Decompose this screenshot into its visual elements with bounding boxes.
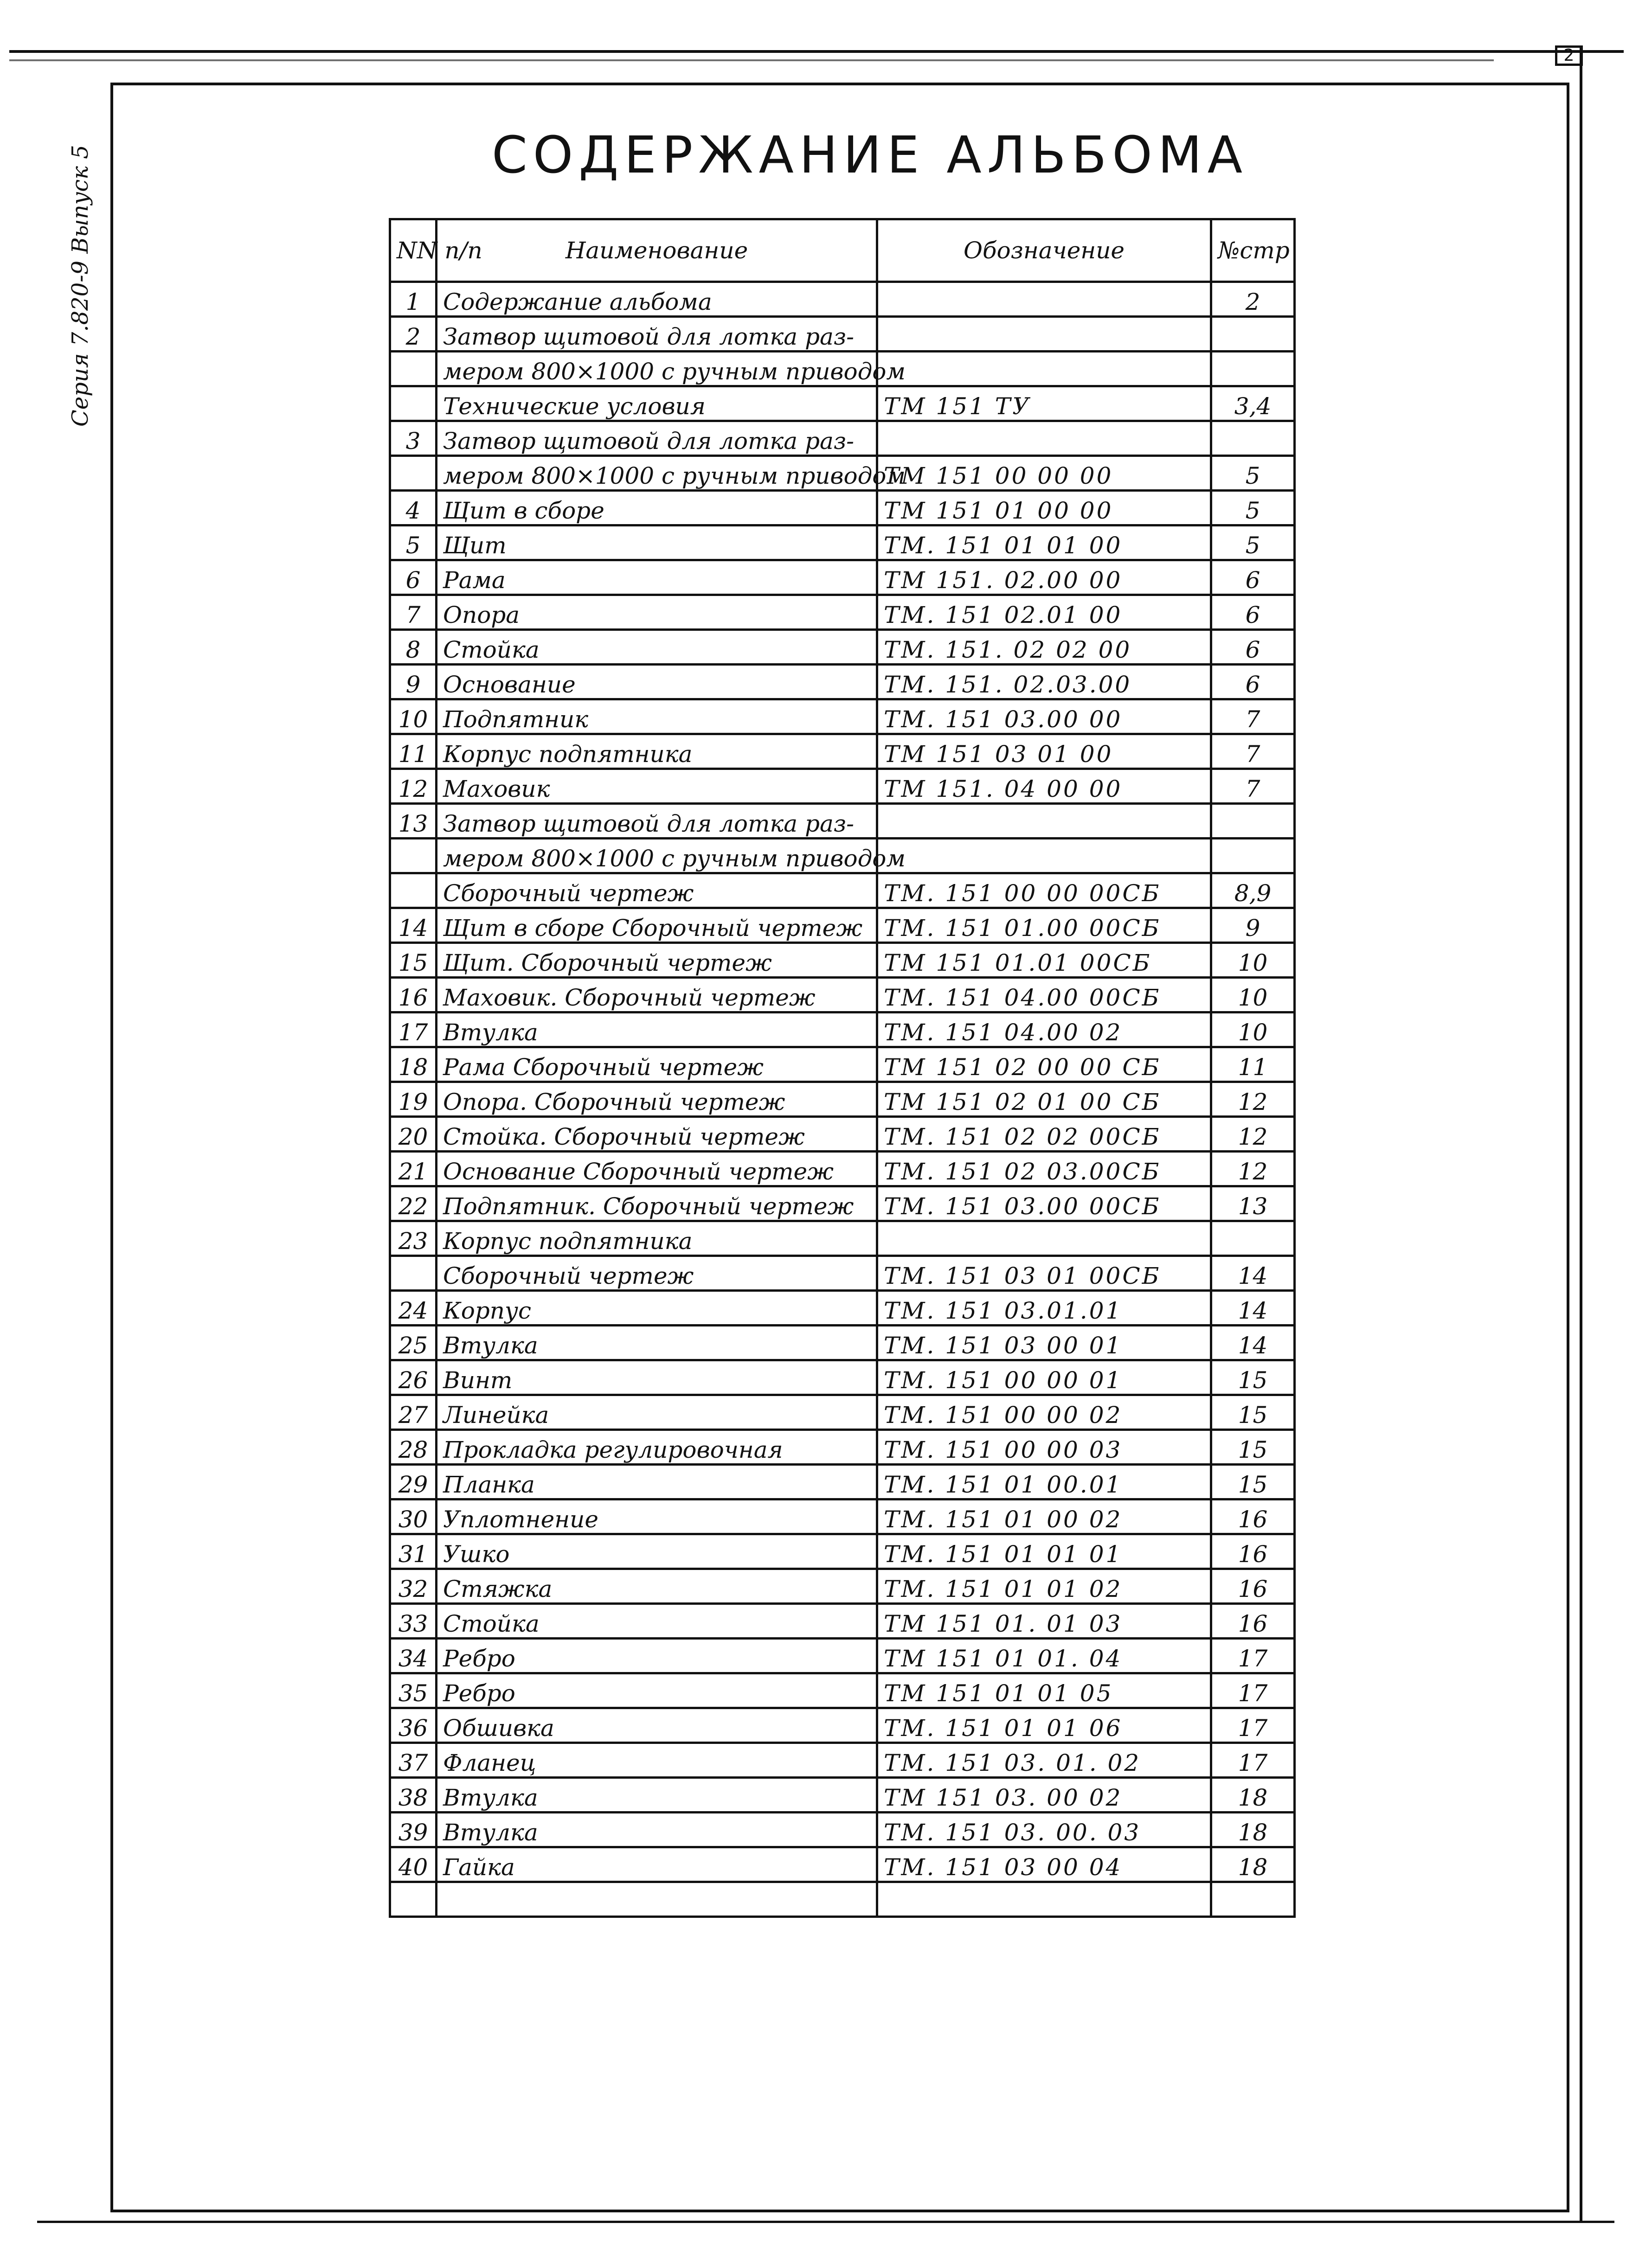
cell-name: Стойка. Сборочный чертеж [437, 1117, 877, 1152]
cell-page: 5 [1211, 525, 1295, 560]
cell-num: 32 [390, 1569, 437, 1604]
table-row [390, 908, 1295, 943]
cell-code: ТМ 151. 04 00 00 [877, 769, 1211, 804]
cell-code: ТМ 151 01 00 00 [877, 491, 1211, 525]
cell-page [1211, 317, 1295, 352]
cell-num: 21 [390, 1152, 437, 1186]
cell-code: ТМ. 151. 02.03.00 [877, 665, 1211, 699]
cell-num: 26 [390, 1360, 437, 1395]
cell-num: 11 [390, 734, 437, 769]
cell-name: Линейка [437, 1395, 877, 1430]
cell-name: Рама [437, 560, 877, 595]
cell-num: 25 [390, 1326, 437, 1360]
table-row [390, 1082, 1295, 1117]
cell-name: Корпус подпятника [437, 734, 877, 769]
cell-name: Ушко [437, 1534, 877, 1569]
table-row [390, 1256, 1295, 1291]
cell-page: 14 [1211, 1291, 1295, 1326]
cell-page [1211, 804, 1295, 839]
cell-code: ТМ. 151 03 00 04 [877, 1847, 1211, 1882]
cell-name: Прокладка регулировочная [437, 1430, 877, 1465]
cell-page: 6 [1211, 665, 1295, 699]
cell-page: 6 [1211, 595, 1295, 630]
table-header-row [390, 219, 1295, 282]
cell-page: 7 [1211, 699, 1295, 734]
cell-code: ТМ 151. 02.00 00 [877, 560, 1211, 595]
table-row [390, 1499, 1295, 1534]
sheet-number: 2 [1555, 45, 1583, 66]
cell-page: 7 [1211, 734, 1295, 769]
column-header-name: Наименование [437, 219, 877, 282]
cell-name: Втулка [437, 1012, 877, 1047]
cell-name: Щит [437, 525, 877, 560]
table-row [390, 978, 1295, 1012]
table-row [390, 1604, 1295, 1639]
cell-page: 18 [1211, 1778, 1295, 1813]
table-body [390, 282, 1295, 1917]
cell-num: 31 [390, 1534, 437, 1569]
cell-code: ТМ. 151 04.00 00СБ [877, 978, 1211, 1012]
table-row [390, 317, 1295, 352]
top-border-line [9, 50, 1624, 53]
cell-num: 37 [390, 1743, 437, 1778]
cell-num: 10 [390, 699, 437, 734]
cell-num: 17 [390, 1012, 437, 1047]
cell-code [877, 839, 1211, 873]
table-row [390, 1117, 1295, 1152]
table-row [390, 630, 1295, 665]
table-row [390, 282, 1295, 317]
cell-num: 3 [390, 421, 437, 456]
cell-name: Втулка [437, 1778, 877, 1813]
cell-name: Ребро [437, 1639, 877, 1673]
cell-page: 16 [1211, 1604, 1295, 1639]
cell-page: 2 [1211, 282, 1295, 317]
cell-name: Основание Сборочный чертеж [437, 1152, 877, 1186]
table-row [390, 595, 1295, 630]
cell-code: ТМ 151 01 01 05 [877, 1673, 1211, 1708]
cell-name: Основание [437, 665, 877, 699]
cell-page: 15 [1211, 1465, 1295, 1499]
cell-page [1211, 1882, 1295, 1917]
cell-num: 8 [390, 630, 437, 665]
cell-page: 13 [1211, 1186, 1295, 1221]
cell-page: 15 [1211, 1360, 1295, 1395]
cell-code [877, 804, 1211, 839]
cell-num [390, 456, 437, 491]
cell-code: ТМ 151 02 00 00 СБ [877, 1047, 1211, 1082]
table-row [390, 1152, 1295, 1186]
cell-code: ТМ. 151 03 01 00СБ [877, 1256, 1211, 1291]
cell-num: 12 [390, 769, 437, 804]
cell-page: 12 [1211, 1117, 1295, 1152]
cell-code: ТМ. 151. 02 02 00 [877, 630, 1211, 665]
cell-num: 33 [390, 1604, 437, 1639]
cell-num [390, 839, 437, 873]
cell-page: 12 [1211, 1082, 1295, 1117]
cell-name: Подпятник. Сборочный чертеж [437, 1186, 877, 1221]
cell-page: 3,4 [1211, 386, 1295, 421]
cell-num: 7 [390, 595, 437, 630]
cell-page: 14 [1211, 1326, 1295, 1360]
cell-num: 39 [390, 1813, 437, 1847]
cell-num: 35 [390, 1673, 437, 1708]
table-row [390, 873, 1295, 908]
table-row [390, 1778, 1295, 1813]
cell-name: мером 800×1000 с ручным приводом [437, 456, 877, 491]
cell-page: 12 [1211, 1152, 1295, 1186]
cell-num: 9 [390, 665, 437, 699]
table-row [390, 665, 1295, 699]
cell-name: Опора [437, 595, 877, 630]
cell-page: 6 [1211, 560, 1295, 595]
cell-num: 22 [390, 1186, 437, 1221]
cell-code [877, 1221, 1211, 1256]
cell-code: ТМ 151 01.01 00СБ [877, 943, 1211, 978]
cell-code: ТМ. 151 02.01 00 [877, 595, 1211, 630]
cell-num: 20 [390, 1117, 437, 1152]
table-row [390, 1465, 1295, 1499]
cell-name: мером 800×1000 с ручным приводом [437, 839, 877, 873]
cell-page: 17 [1211, 1708, 1295, 1743]
cell-num: 23 [390, 1221, 437, 1256]
cell-name: Гайка [437, 1847, 877, 1882]
cell-num: 15 [390, 943, 437, 978]
table-row [390, 1186, 1295, 1221]
table-row [390, 525, 1295, 560]
table-row [390, 1326, 1295, 1360]
cell-name: Обшивка [437, 1708, 877, 1743]
cell-page: 17 [1211, 1673, 1295, 1708]
table-row [390, 1882, 1295, 1917]
cell-code: ТМ. 151 02 02 00СБ [877, 1117, 1211, 1152]
cell-code: ТМ 151 00 00 00 [877, 456, 1211, 491]
table-row [390, 839, 1295, 873]
cell-code: ТМ. 151 00 00 03 [877, 1430, 1211, 1465]
cell-name: Подпятник [437, 699, 877, 734]
cell-name: Маховик. Сборочный чертеж [437, 978, 877, 1012]
cell-code: ТМ. 151 03. 01. 02 [877, 1743, 1211, 1778]
cell-page: 7 [1211, 769, 1295, 804]
cell-page: 15 [1211, 1430, 1295, 1465]
cell-page [1211, 352, 1295, 386]
cell-name: Уплотнение [437, 1499, 877, 1534]
table-row [390, 491, 1295, 525]
table-row [390, 1534, 1295, 1569]
column-header-code: Обозначение [877, 219, 1211, 282]
table-row [390, 560, 1295, 595]
cell-code: ТМ. 151 04.00 02 [877, 1012, 1211, 1047]
cell-code: ТМ. 151 00 00 01 [877, 1360, 1211, 1395]
cell-name: мером 800×1000 с ручным приводом [437, 352, 877, 386]
cell-num: 29 [390, 1465, 437, 1499]
cell-num [390, 352, 437, 386]
cell-name: Корпус [437, 1291, 877, 1326]
cell-page: 9 [1211, 908, 1295, 943]
table-row [390, 769, 1295, 804]
outer-right-border [1580, 46, 1582, 2222]
cell-name: Втулка [437, 1813, 877, 1847]
cell-name: Щит. Сборочный чертеж [437, 943, 877, 978]
cell-page: 8,9 [1211, 873, 1295, 908]
table-row [390, 1743, 1295, 1778]
table-row [390, 352, 1295, 386]
cell-code: ТМ. 151 02 03.00СБ [877, 1152, 1211, 1186]
cell-code: ТМ. 151 01 00.01 [877, 1465, 1211, 1499]
table-row [390, 456, 1295, 491]
cell-page [1211, 839, 1295, 873]
cell-code: ТМ 151 ТУ [877, 386, 1211, 421]
cell-name: Сборочный чертеж [437, 1256, 877, 1291]
table-row [390, 1813, 1295, 1847]
cell-name: Затвор щитовой для лотка раз- [437, 317, 877, 352]
cell-code: ТМ 151 02 01 00 СБ [877, 1082, 1211, 1117]
cell-name: Винт [437, 1360, 877, 1395]
cell-page [1211, 1221, 1295, 1256]
cell-name: Опора. Сборочный чертеж [437, 1082, 877, 1117]
table-row [390, 386, 1295, 421]
cell-code [877, 317, 1211, 352]
cell-num [390, 1882, 437, 1917]
cell-num: 19 [390, 1082, 437, 1117]
cell-page: 5 [1211, 491, 1295, 525]
cell-page: 11 [1211, 1047, 1295, 1082]
cell-page: 18 [1211, 1847, 1295, 1882]
table-row [390, 1847, 1295, 1882]
cell-page [1211, 421, 1295, 456]
cell-name: Затвор щитовой для лотка раз- [437, 804, 877, 839]
cell-page: 15 [1211, 1395, 1295, 1430]
cell-page: 16 [1211, 1569, 1295, 1604]
column-header-num: NN п/п [390, 219, 437, 282]
cell-page: 6 [1211, 630, 1295, 665]
table-row [390, 421, 1295, 456]
table-row [390, 1395, 1295, 1430]
cell-code: ТМ. 151 01.00 00СБ [877, 908, 1211, 943]
cell-page: 17 [1211, 1743, 1295, 1778]
cell-code: ТМ. 151 03.00 00СБ [877, 1186, 1211, 1221]
table-row [390, 699, 1295, 734]
table-row [390, 1291, 1295, 1326]
cell-num [390, 386, 437, 421]
cell-page: 5 [1211, 456, 1295, 491]
cell-name [437, 1882, 877, 1917]
cell-page: 10 [1211, 978, 1295, 1012]
cell-code: ТМ. 151 03. 00. 03 [877, 1813, 1211, 1847]
cell-num: 30 [390, 1499, 437, 1534]
cell-code: ТМ. 151 01 01 02 [877, 1569, 1211, 1604]
cell-num: 27 [390, 1395, 437, 1430]
cell-name: Стойка [437, 630, 877, 665]
cell-num: 34 [390, 1639, 437, 1673]
cell-page: 14 [1211, 1256, 1295, 1291]
cell-name: Втулка [437, 1326, 877, 1360]
cell-code: ТМ. 151 03 00 01 [877, 1326, 1211, 1360]
cell-name: Содержание альбома [437, 282, 877, 317]
series-label: Серия 7.820-9 Выпуск 5 [67, 145, 93, 427]
cell-num: 40 [390, 1847, 437, 1882]
cell-num: 38 [390, 1778, 437, 1813]
cell-name: Корпус подпятника [437, 1221, 877, 1256]
table-row [390, 943, 1295, 978]
cell-name: Технические условия [437, 386, 877, 421]
cell-num: 16 [390, 978, 437, 1012]
contents-table [389, 218, 1296, 1918]
table-row [390, 1673, 1295, 1708]
cell-code: ТМ. 151 01 00 02 [877, 1499, 1211, 1534]
cell-code: ТМ. 151 01 01 00 [877, 525, 1211, 560]
table-row [390, 1012, 1295, 1047]
cell-num: 18 [390, 1047, 437, 1082]
cell-code [877, 421, 1211, 456]
cell-num [390, 873, 437, 908]
cell-code: ТМ. 151 01 01 06 [877, 1708, 1211, 1743]
bottom-border-line [37, 2221, 1614, 2223]
table-row [390, 1221, 1295, 1256]
cell-num: 5 [390, 525, 437, 560]
cell-num: 36 [390, 1708, 437, 1743]
cell-code: ТМ. 151 00 00 02 [877, 1395, 1211, 1430]
top-border-line-2 [9, 59, 1494, 61]
cell-name: Маховик [437, 769, 877, 804]
cell-name: Стойка [437, 1604, 877, 1639]
cell-name: Щит в сборе Сборочный чертеж [437, 908, 877, 943]
cell-code [877, 352, 1211, 386]
table-row [390, 804, 1295, 839]
cell-code: ТМ 151 01 01. 04 [877, 1639, 1211, 1673]
cell-code [877, 1882, 1211, 1917]
cell-num: 2 [390, 317, 437, 352]
cell-num [390, 1256, 437, 1291]
table-row [390, 1430, 1295, 1465]
cell-name: Ребро [437, 1673, 877, 1708]
cell-num: 13 [390, 804, 437, 839]
cell-name: Затвор щитовой для лотка раз- [437, 421, 877, 456]
table-row [390, 1360, 1295, 1395]
cell-name: Рама Сборочный чертеж [437, 1047, 877, 1082]
cell-code: ТМ. 151 03.00 00 [877, 699, 1211, 734]
cell-num: 1 [390, 282, 437, 317]
column-header-page: №стр [1211, 219, 1295, 282]
table-row [390, 1047, 1295, 1082]
cell-page: 10 [1211, 1012, 1295, 1047]
cell-name: Планка [437, 1465, 877, 1499]
cell-num: 14 [390, 908, 437, 943]
cell-code: ТМ 151 03. 00 02 [877, 1778, 1211, 1813]
table-row [390, 1708, 1295, 1743]
cell-page: 10 [1211, 943, 1295, 978]
table-row [390, 734, 1295, 769]
cell-num: 6 [390, 560, 437, 595]
table-row [390, 1569, 1295, 1604]
cell-page: 17 [1211, 1639, 1295, 1673]
cell-code: ТМ 151 03 01 00 [877, 734, 1211, 769]
cell-page: 16 [1211, 1499, 1295, 1534]
cell-page: 16 [1211, 1534, 1295, 1569]
cell-code [877, 282, 1211, 317]
cell-code: ТМ. 151 01 01 01 [877, 1534, 1211, 1569]
cell-num: 24 [390, 1291, 437, 1326]
cell-code: ТМ. 151 00 00 00СБ [877, 873, 1211, 908]
cell-num: 28 [390, 1430, 437, 1465]
cell-name: Фланец [437, 1743, 877, 1778]
cell-code: ТМ 151 01. 01 03 [877, 1604, 1211, 1639]
page-title: СОДЕРЖАНИЕ АЛЬБОМА [492, 125, 1248, 185]
cell-page: 18 [1211, 1813, 1295, 1847]
cell-name: Стяжка [437, 1569, 877, 1604]
cell-num: 4 [390, 491, 437, 525]
cell-code: ТМ. 151 03.01.01 [877, 1291, 1211, 1326]
cell-name: Сборочный чертеж [437, 873, 877, 908]
table-row [390, 1639, 1295, 1673]
cell-name: Щит в сборе [437, 491, 877, 525]
